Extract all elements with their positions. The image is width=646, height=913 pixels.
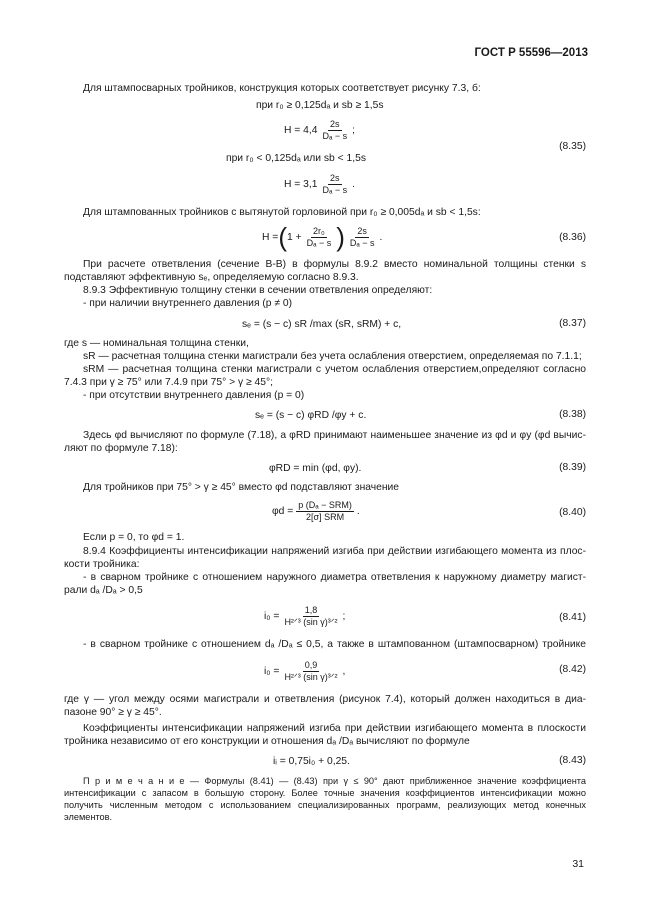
list-item-no-pressure: - при отсутствии внутреннего давления (p = 0) xyxy=(83,390,305,401)
definition-sr: sR — расчетная толщина стенки магистрали без учета ослабления отверстием, определяемая по 7.1.1; xyxy=(83,351,582,362)
paragraph-tees-angle: Для тройников при 75° > γ ≥ 45° вместо φd подставляют значение xyxy=(83,482,400,493)
paragraph-8-9-4-line1: 8.9.4 Коэффициенты интенсификации напряжений изгиба при действии изгибающего момента из плос- xyxy=(83,546,586,557)
list-item-internal-pressure: - при наличии внутреннего давления (p ≠ 0) xyxy=(83,298,293,309)
fraction-denominator: Dₐ − s xyxy=(306,237,332,248)
note-line3: получить численным методом с использованием специализированных программ, реализующих метод конечных xyxy=(64,800,586,810)
paragraph-8-9-4-line2: кости тройника: xyxy=(64,559,140,570)
equation-h-4-4 xyxy=(284,119,355,142)
equation-number-8-38: (8.38) xyxy=(559,409,586,420)
fraction xyxy=(282,660,339,683)
equation-punctuation: ; xyxy=(342,611,346,622)
paragraph-in-plane-line2: тройника независимо от его конструкции и отношения dₐ /Dₐ вычисляют по формуле xyxy=(64,736,470,747)
fraction-numerator: 0,9 xyxy=(304,660,318,670)
equation-punctuation: . xyxy=(352,179,355,190)
paragraph-phi-d-line2: ляют по формуле 7.18): xyxy=(64,443,178,454)
equation-number-8-40: (8.40) xyxy=(559,507,586,518)
fraction-denominator: Dₐ − s xyxy=(349,237,375,248)
fraction xyxy=(305,226,334,249)
document-standard-number: ГОСТ Р 55596—2013 xyxy=(474,47,588,59)
fraction-denominator: Dₐ − s xyxy=(322,131,348,141)
equation-punctuation: ; xyxy=(352,125,355,136)
equation-8-38: sₑ = (s − c) φRD /φy + c. xyxy=(255,410,367,421)
fraction-numerator: 2r₀ xyxy=(313,225,325,236)
page-number: 31 xyxy=(572,858,584,870)
fraction-numerator: 2s xyxy=(330,173,340,183)
equation-lhs: i₀ = xyxy=(264,666,280,677)
paragraph-stamp-welded-tees: Для штампосварных тройников, конструкция которых соответствует рисунку 7.3, б: xyxy=(83,83,481,94)
equation-lhs: H = xyxy=(262,231,279,243)
note-line2: интенсификации с запасом в большую сторону. Более точные значения коэффициентов интенсификации можно xyxy=(64,788,586,798)
fraction-numerator: 1,8 xyxy=(304,605,318,615)
equation-punctuation: . xyxy=(379,231,383,243)
equation-lhs: φd = xyxy=(272,506,294,517)
fraction-numerator: 2s xyxy=(357,225,367,236)
equation-h-3-1 xyxy=(284,173,355,196)
equation-number-8-39: (8.39) xyxy=(559,462,586,473)
equation-8-43: iᵢ = 0,75i₀ + 0,25. xyxy=(273,756,350,767)
fraction-numerator: p (Dₐ − SRM) xyxy=(298,500,352,510)
equation-phi-d xyxy=(272,500,360,523)
fraction xyxy=(282,605,339,628)
equation-number-8-43: (8.43) xyxy=(559,755,586,766)
equation-number-8-37: (8.37) xyxy=(559,318,586,329)
equation-i0-1-8 xyxy=(264,605,345,628)
fraction xyxy=(296,500,354,523)
note-line1: П р и м е ч а н и е — Формулы (8.41) — (8.43) при γ ≤ 90° дают приближенное значение коэффициента xyxy=(83,776,586,786)
paragraph-branch-calc-line2: подставляют эффективную sₑ, определяемую согласно 8.9.3. xyxy=(64,272,359,283)
definition-gamma-line2: пазоне 90° ≥ γ ≥ 45°. xyxy=(64,707,162,718)
fraction-denominator: 2[σ] SRM xyxy=(306,512,345,522)
equation-number-8-36: (8.36) xyxy=(559,232,586,243)
equation-lhs: i₀ = xyxy=(264,611,280,622)
fraction-denominator: Dₐ − s xyxy=(322,185,348,195)
definition-srm-line1: sRM — расчетная толщина стенки магистрали с учетом ослабления отверстием,определяют согласно xyxy=(83,364,586,375)
definition-gamma-line1: где γ — угол между осями магистрали и ответвления (рисунок 7.4), который должен находиться в диа- xyxy=(64,694,586,705)
equation-punctuation: . xyxy=(356,506,360,517)
left-parenthesis: ( xyxy=(278,222,287,252)
condition-1: при r₀ ≥ 0,125dₐ и sb ≥ 1,5s xyxy=(256,100,384,111)
list-item-welded-large-line2: рали dₐ /Dₐ > 0,5 xyxy=(64,585,143,596)
equation-lhs: H = 3,1 xyxy=(284,179,318,190)
fraction xyxy=(321,119,350,142)
fraction-denominator: H²ᐟ³ (sin γ)³ᐟ² xyxy=(284,617,338,627)
list-item-welded-large-line1: - в сварном тройнике с отношением наружного диаметра ответвления к наружному диаметру магист- xyxy=(83,572,586,583)
fraction xyxy=(321,173,350,196)
equation-number-8-41: (8.41) xyxy=(559,612,586,623)
equation-number-8-35: (8.35) xyxy=(559,141,586,152)
paragraph-p-zero: Если p = 0, то φd = 1. xyxy=(83,532,185,543)
equation-punctuation: , xyxy=(342,666,346,677)
paragraph-8-9-3: 8.9.3 Эффективную толщину стенки в сечении ответвления определяют: xyxy=(83,285,433,296)
definition-s: где s — номинальная толщина стенки, xyxy=(64,338,249,349)
equation-8-37: sₑ = (s − c) sR /max (sR, sRM) + c, xyxy=(242,319,402,330)
note-line4: элементов. xyxy=(64,812,113,822)
paragraph-stamped-tees: Для штампованных тройников с вытянутой горловиной при r₀ ≥ 0,005dₐ и sb < 1,5s: xyxy=(83,207,481,218)
list-item-welded-small: - в сварном тройнике с отношением dₐ /Dₐ ≤ 0,5, а также в штампованном (штампосварном) тройнике xyxy=(83,639,586,650)
fraction-numerator: 2s xyxy=(330,119,340,129)
equation-number-8-42: (8.42) xyxy=(559,664,586,675)
paragraph-phi-d-line1: Здесь φd вычисляют по формуле (7.18), а φRD принимают наименьшее значение из φd и φy (φd вычис- xyxy=(83,430,586,441)
equation-term: 1 + xyxy=(286,231,302,243)
equation-lhs: H = 4,4 xyxy=(284,125,318,136)
equation-8-39: φRD = min (φd, φy). xyxy=(269,463,362,474)
equation-h-stamped xyxy=(262,224,382,250)
fraction-denominator: H²ᐟ³ (sin γ)³ᐟ² xyxy=(284,672,338,682)
paragraph-in-plane-line1: Коэффициенты интенсификации напряжений изгиба при действии изгибающего момента в плоскости xyxy=(83,723,586,734)
definition-srm-line2: 7.4.3 при γ ≥ 75° или 7.4.9 при 75° > γ ≥ 45°; xyxy=(64,377,273,388)
equation-i0-0-9 xyxy=(264,660,345,683)
right-parenthesis: ) xyxy=(336,222,345,252)
condition-2: при r₀ < 0,125dₐ или sb < 1,5s xyxy=(226,153,366,164)
paragraph-branch-calc-line1: При расчете ответвления (сечение В-В) в формулы 8.9.2 вместо номинальной толщины стенки s xyxy=(83,259,586,270)
fraction xyxy=(348,226,377,249)
